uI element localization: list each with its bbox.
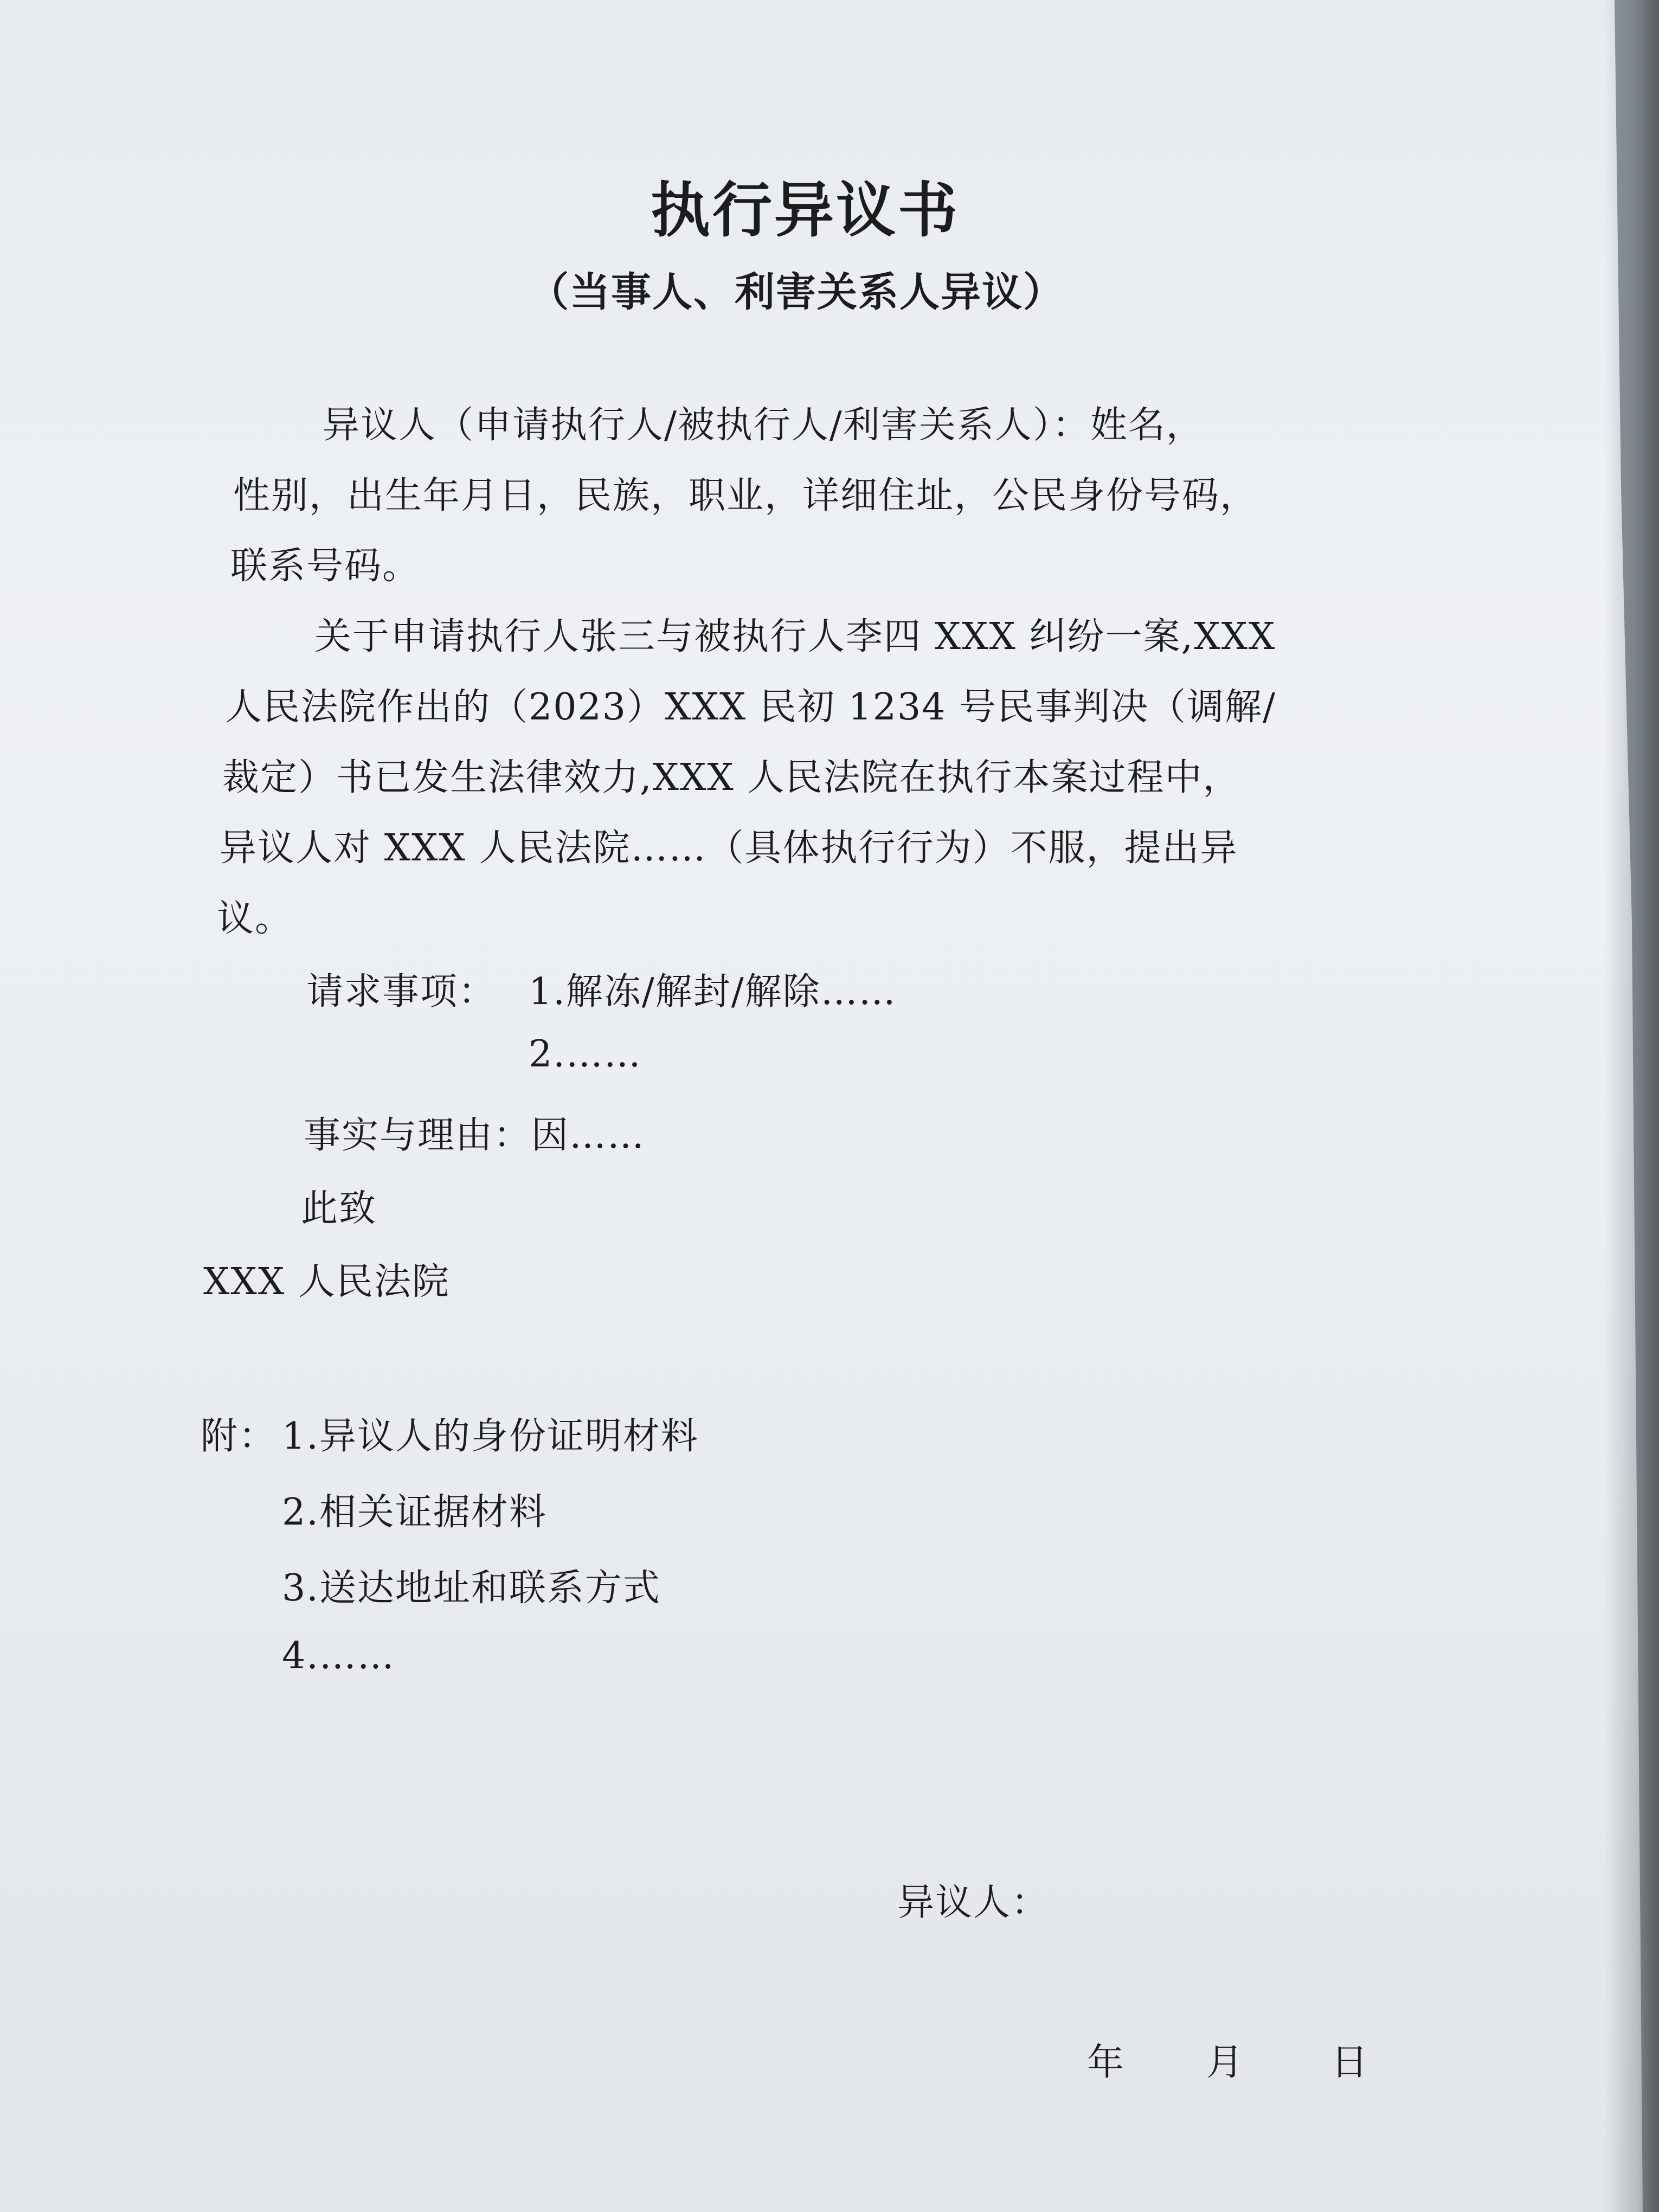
attachment-item-2: 2.相关证据材料	[282, 1491, 547, 1534]
document-title: 执行异议书	[651, 175, 960, 245]
paragraph1-line2: 性别，出生年月日，民族，职业，详细住址，公民身份号码，	[233, 474, 1258, 517]
document-subtitle: （当事人、利害关系人异议）	[529, 269, 1064, 316]
signature-label: 异议人：	[897, 1881, 1050, 1924]
date-month: 月	[1206, 2041, 1245, 2084]
attachment-item-1: 1.异议人的身份证明材料	[282, 1415, 699, 1458]
facts-and-reasons: 事实与理由：因……	[304, 1114, 646, 1157]
date-year: 年	[1087, 2041, 1126, 2084]
paragraph2-line4: 异议人对 XXX 人民法院……（具体执行行为）不服，提出异	[220, 827, 1238, 870]
paragraph2-line5: 议。	[217, 897, 293, 940]
paragraph2-line3: 裁定）书已发生法律效力,XXX 人民法院在执行本案过程中，	[222, 756, 1241, 799]
request-item-2: 2.……	[529, 1033, 642, 1076]
paragraph2-line1: 关于申请执行人张三与被执行人李四 XXX 纠纷一案,XXX	[314, 615, 1276, 658]
request-item-1: 1.解冻/解封/解除……	[529, 970, 897, 1013]
paragraph1-line1: 异议人（申请执行人/被执行人/利害关系人）：姓名，	[323, 404, 1204, 447]
paragraph2-line2: 人民法院作出的（2023）XXX 民初 1234 号民事判决（调解/	[225, 686, 1277, 729]
requests-label: 请求事项：	[306, 970, 497, 1013]
date-day: 日	[1331, 2041, 1369, 2084]
recipient-court: XXX 人民法院	[203, 1261, 450, 1303]
attachments-label: 附：	[201, 1415, 277, 1458]
attachment-item-4: 4.……	[282, 1635, 395, 1677]
paragraph1-line3: 联系号码。	[230, 545, 421, 588]
attachment-item-3: 3.送达地址和联系方式	[282, 1567, 661, 1610]
salutation: 此致	[301, 1187, 377, 1230]
